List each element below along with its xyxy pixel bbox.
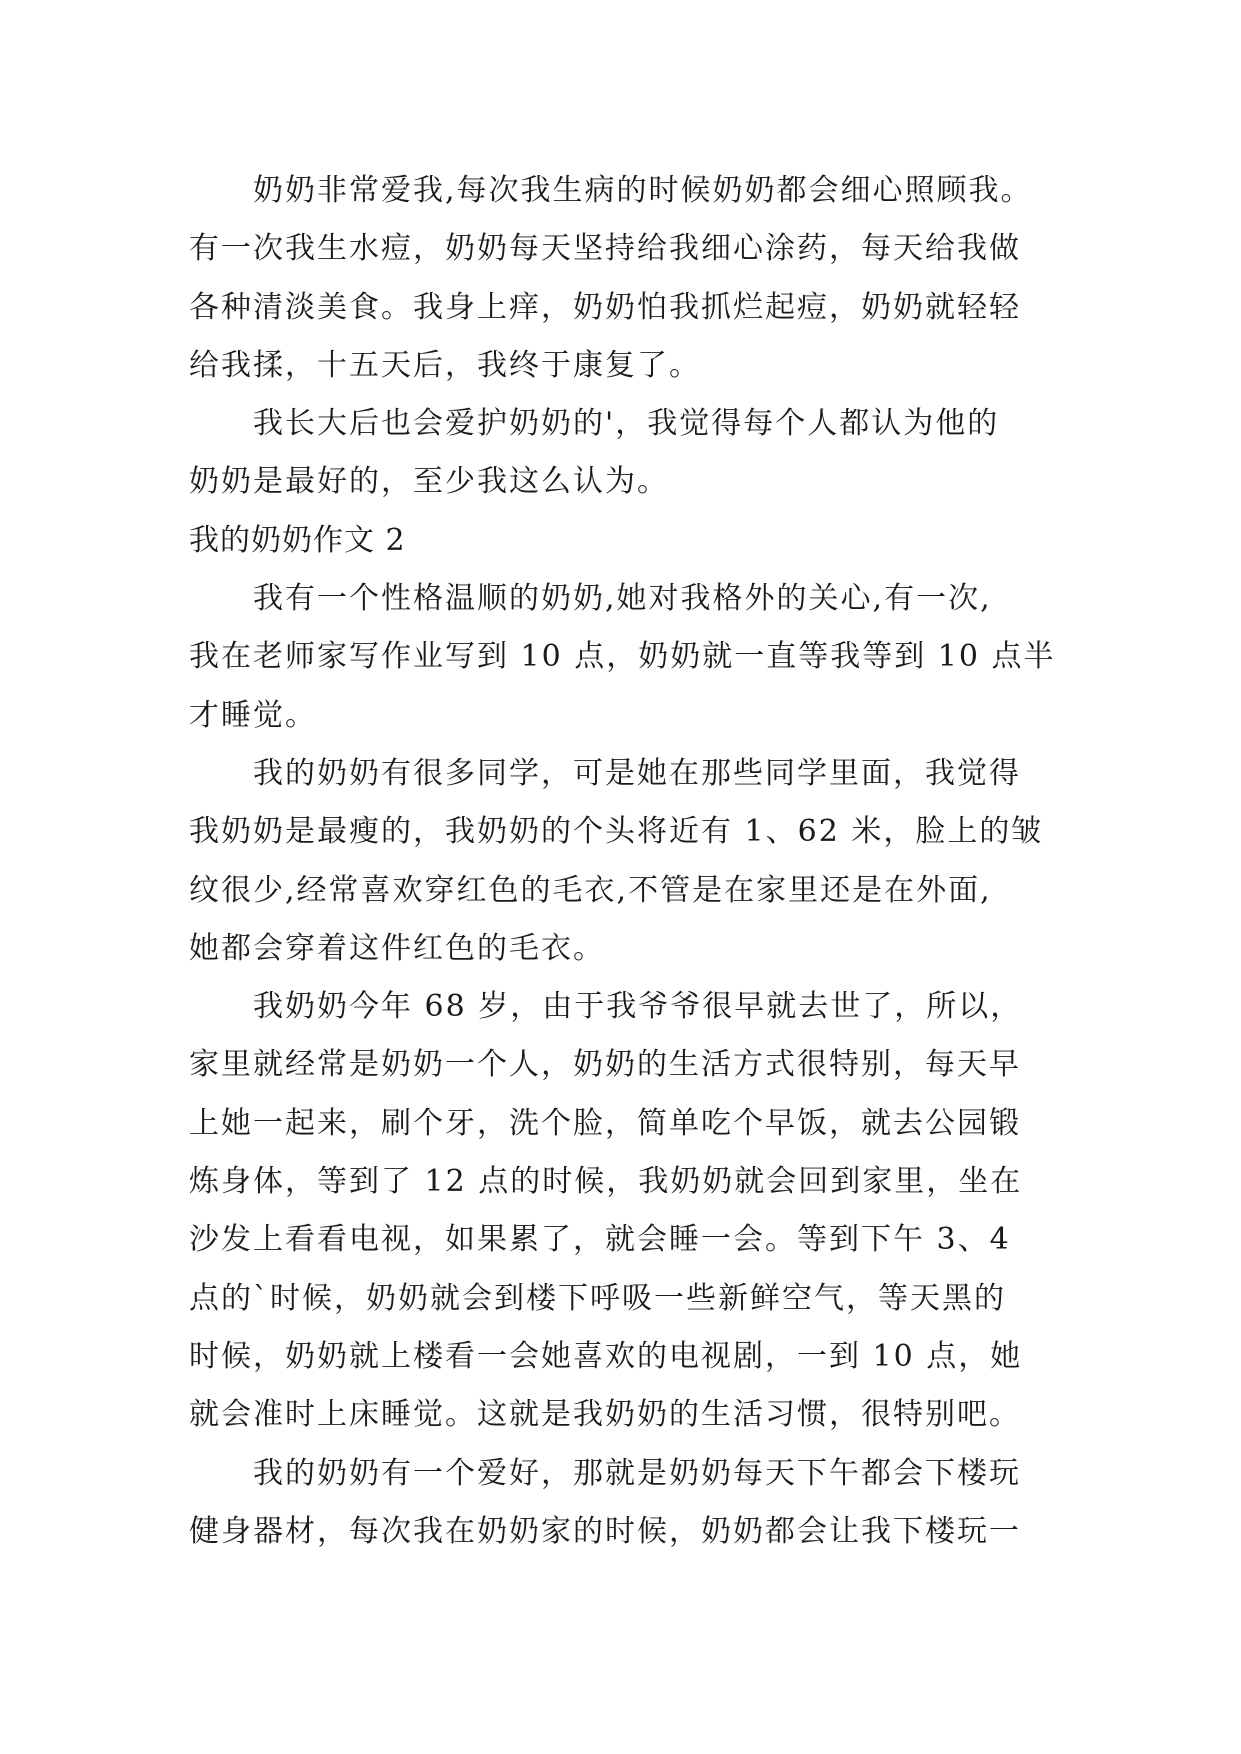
paragraph-line: 纹很少,经常喜欢穿红色的毛衣,不管是在家里还是在外面, <box>189 872 992 908</box>
paragraph-line: 奶奶非常爱我,每次我生病的时候奶奶都会细心照顾我。 <box>253 173 1033 208</box>
paragraph-line: 有一次我生水痘，奶奶每天坚持给我细心涂药，每天给我做 <box>189 231 1021 267</box>
paragraph-line: 沙发上看看电视，如果累了，就会睡一会。等到下午 3、4 <box>189 1222 1011 1258</box>
paragraph-line: 才睡觉。 <box>189 697 317 733</box>
paragraph-line: 点的`时候，奶奶就会到楼下呼吸一些新鲜空气，等天黑的 <box>189 1280 1006 1316</box>
paragraph-line: 上她一起来，刷个牙，洗个脸，简单吃个早饭，就去公园锻 <box>189 1105 1021 1141</box>
paragraph-line: 时候，奶奶就上楼看一会她喜欢的电视剧，一到 10 点，她 <box>189 1338 1023 1374</box>
paragraph-line: 给我揉，十五天后，我终于康复了。 <box>189 347 701 383</box>
paragraph-line: 我奶奶是最瘦的，我奶奶的个头将近有 1、62 米，脸上的皱 <box>189 814 1044 850</box>
paragraph-line: 家里就经常是奶奶一个人，奶奶的生活方式很特别，每天早 <box>189 1047 1021 1083</box>
paragraph-line: 我在老师家写作业写到 10 点，奶奶就一直等我等到 10 点半 <box>189 639 1056 675</box>
section-heading: 我的奶奶作文 2 <box>189 522 406 558</box>
paragraph-line: 我奶奶今年 68 岁，由于我爷爷很早就去世了，所以， <box>253 989 1023 1025</box>
paragraph-line: 奶奶是最好的，至少我这么认为。 <box>189 464 669 500</box>
paragraph-line: 她都会穿着这件红色的毛衣。 <box>189 930 605 966</box>
paragraph-line: 健身器材，每次我在奶奶家的时候，奶奶都会让我下楼玩一 <box>189 1513 1021 1549</box>
paragraph-line: 我的奶奶有很多同学，可是她在那些同学里面，我觉得 <box>253 755 1021 791</box>
paragraph-line: 我长大后也会爱护奶奶的'，我觉得每个人都认为他的 <box>253 406 1000 442</box>
paragraph-line: 各种清淡美食。我身上痒，奶奶怕我抓烂起痘，奶奶就轻轻 <box>189 289 1021 325</box>
paragraph-line: 炼身体，等到了 12 点的时候，我奶奶就会回到家里，坐在 <box>189 1164 1023 1200</box>
document-body <box>189 162 1089 1561</box>
paragraph-line: 我有一个性格温顺的奶奶,她对我格外的关心,有一次, <box>253 581 992 617</box>
paragraph-line: 就会准时上床睡觉。这就是我奶奶的生活习惯，很特别吧。 <box>189 1397 1021 1433</box>
paragraph-line: 我的奶奶有一个爱好，那就是奶奶每天下午都会下楼玩 <box>253 1455 1021 1491</box>
